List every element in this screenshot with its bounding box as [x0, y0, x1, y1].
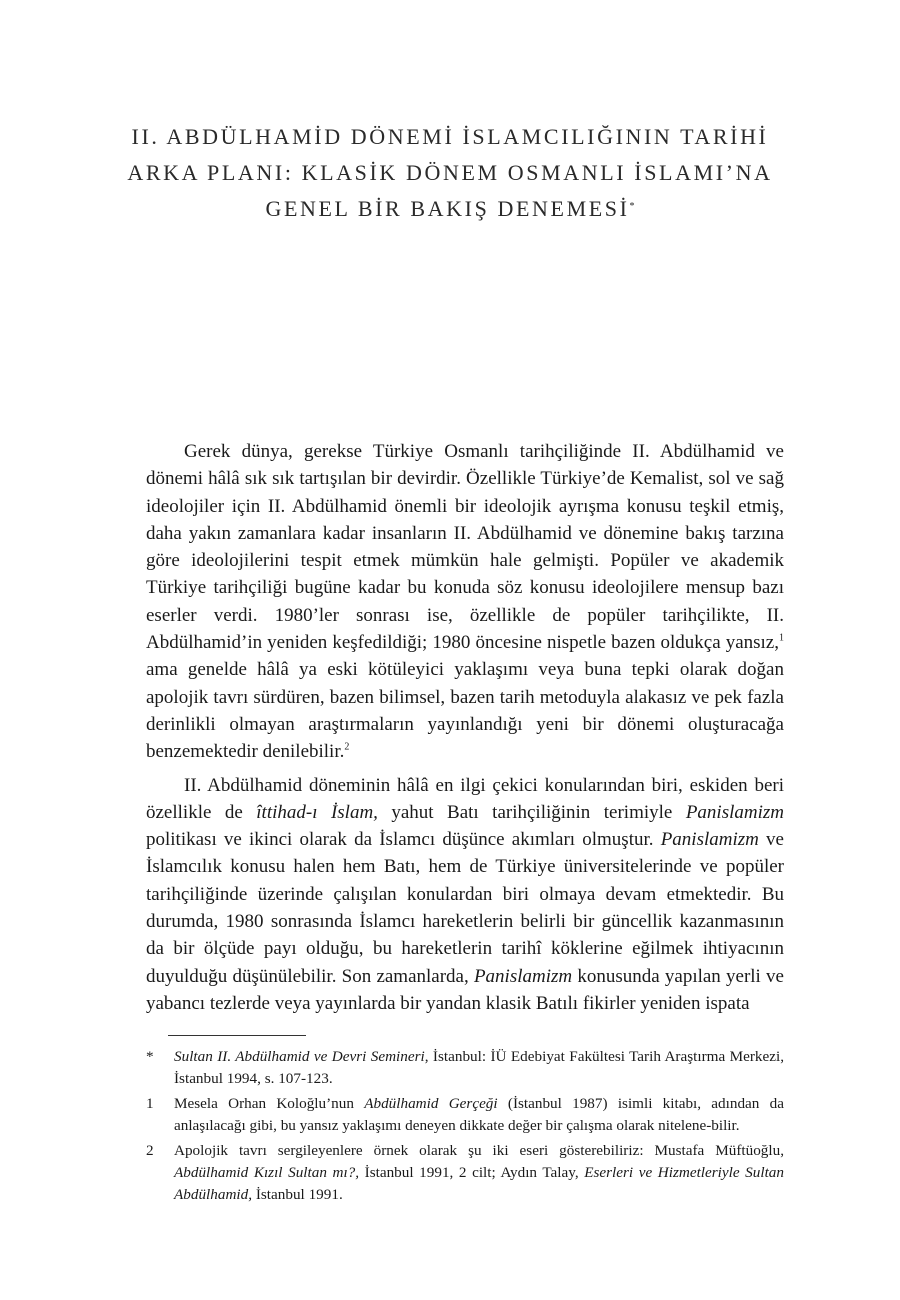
p2-text-d: ve İslamcılık konusu halen hem Batı, hem de Türkiye üniversitelerinde ve popüler tarihçiliğinde üzerinde çalışılan konulardan biri olmaya devam etmektedir. Bu durumda, 1980 sonrasında İslamcı hareketlerin belirli bir güncellik kazanmasının da bir ölçüde payı olduğu, bu hareketlerin tarihî köklerine eğilmek ihtiyacının duyulduğu düşünülebilir. Son zamanlarda,	[146, 829, 784, 987]
footnote-2-b: İstanbul 1991, 2 cilt; Aydın Talay,	[359, 1164, 585, 1181]
footnote-1-a: Mesela Orhan Koloğlu’nun	[174, 1095, 365, 1112]
title-footnote-mark: *	[629, 200, 635, 212]
body-text	[146, 438, 784, 1017]
p2-italic-1: îttihad-ı İslam,	[256, 801, 378, 823]
p1-text-b: ama genelde hâlâ ya eski kötüleyici yaklaşımı veya buna tepki olarak doğan apolojik tavrı sürdüren, bazen bilimsel, bazen tarih metoduyla alakasız ve pek fazla derinlikli olmayan araştırmaların yayınlandığı yeni bir dönemi oluşturacağa benzemektedir denilebilir.	[146, 659, 784, 763]
footnote-star-rest: , İstanbul: İÜ Edebiyat Fakültesi Tarih Araştırma Merkezi, İstanbul 1994, s. 107-123.	[174, 1048, 784, 1087]
footnote-2	[146, 1140, 784, 1206]
footnote-2-text	[174, 1140, 784, 1206]
footnote-2-italic-2: Eserleri ve Hizmetleriyle Sultan Abdülhamid,	[174, 1164, 784, 1203]
title-line-1: II. ABDÜLHAMİD DÖNEMİ İSLAMCILIĞININ TARİHİ	[131, 123, 769, 149]
p2-text-c: politikası ve ikinci olarak da İslamcı düşünce akımları olmuştur.	[146, 829, 661, 851]
paragraph-1	[146, 438, 784, 766]
p2-text-b: yahut Batı tarihçiliğinin terimiyle	[377, 801, 686, 823]
p2-text-a: II. Abdülhamid döneminin hâlâ en ilgi çekici konularından biri, eskiden beri özellikle de	[146, 774, 784, 823]
paragraph-2	[146, 772, 784, 1018]
p2-italic-4: Panislamizm	[473, 965, 573, 987]
title-line-3-text: GENEL BİR BAKIŞ DENEMESİ	[265, 195, 630, 221]
footnote-1-mark: 1	[146, 1095, 154, 1112]
p2-italic-2: Panislamizm	[685, 801, 784, 823]
p2-italic-3: Panislamizm	[660, 829, 759, 851]
footnote-2-c: İstanbul 1991.	[252, 1186, 343, 1203]
footnotes	[146, 1046, 784, 1209]
footnote-divider	[168, 1035, 306, 1036]
footnote-1-b: (İstanbul 1987) isimli kitabı, adından da anlaşılacağı gibi, bu yansız yaklaşımı deneyen dikkate değer bir çalışma olarak nitelene-bilir.	[174, 1095, 784, 1134]
title-line-3	[0, 191, 900, 227]
footnote-star-italic: Sultan II. Abdülhamid ve Devri Semineri	[174, 1048, 425, 1065]
footnote-star	[146, 1046, 784, 1090]
title-line-2: ARKA PLANI: KLASİK DÖNEM OSMANLI İSLAMI’NA	[127, 159, 773, 185]
p2-text-e: konusunda yapılan yerli ve yabancı tezlerde veya yayınlarda bir yandan klasik Batılı fikirler yeniden ispata	[146, 965, 784, 1014]
footnote-1-text	[174, 1093, 784, 1137]
footnote-2-a: Apolojik tavrı sergileyenlere örnek olarak şu iki eseri gösterebiliriz: Mustafa Müftüoğlu,	[174, 1142, 784, 1159]
footnote-ref-1: 1	[779, 632, 784, 644]
p1-text-a: Gerek dünya, gerekse Türkiye Osmanlı tarihçiliğinde II. Abdülhamid ve dönemi hâlâ sık sık tartışılan bir devirdir. Özellikle Türkiye’de Kemalist, sol ve sağ ideolojiler için II. Abdülhamid önemli bir ideolojik ayrışma konusu teşkil etmiş, daha yakın zamanlara kadar insanların II. Abdülhamid ve dönemine bakış tarzına göre ideolojilerini tespit etmek mümkün hale gelmişti. Popüler ve akademik Türkiye tarihçiliği bugüne kadar bu konuda söz konusu ideolojilere mensup bazı eserler verdi. 1980’ler sonrası ise, özellikle de popüler tarihçilikte, II. Abdülhamid’in yeniden keşfedildiği; 1980 öncesine nispetle bazen oldukça yansız,	[146, 441, 784, 654]
chapter-title	[0, 119, 900, 227]
footnote-1	[146, 1093, 784, 1137]
footnote-ref-2: 2	[344, 741, 350, 753]
footnote-2-mark: 2	[146, 1142, 154, 1159]
footnote-star-mark: *	[146, 1048, 154, 1065]
footnote-2-italic-1: Abdülhamid Kızıl Sultan mı?,	[174, 1164, 360, 1181]
footnote-1-italic: Abdülhamid Gerçeği	[364, 1095, 498, 1112]
footnote-star-text	[174, 1046, 784, 1090]
